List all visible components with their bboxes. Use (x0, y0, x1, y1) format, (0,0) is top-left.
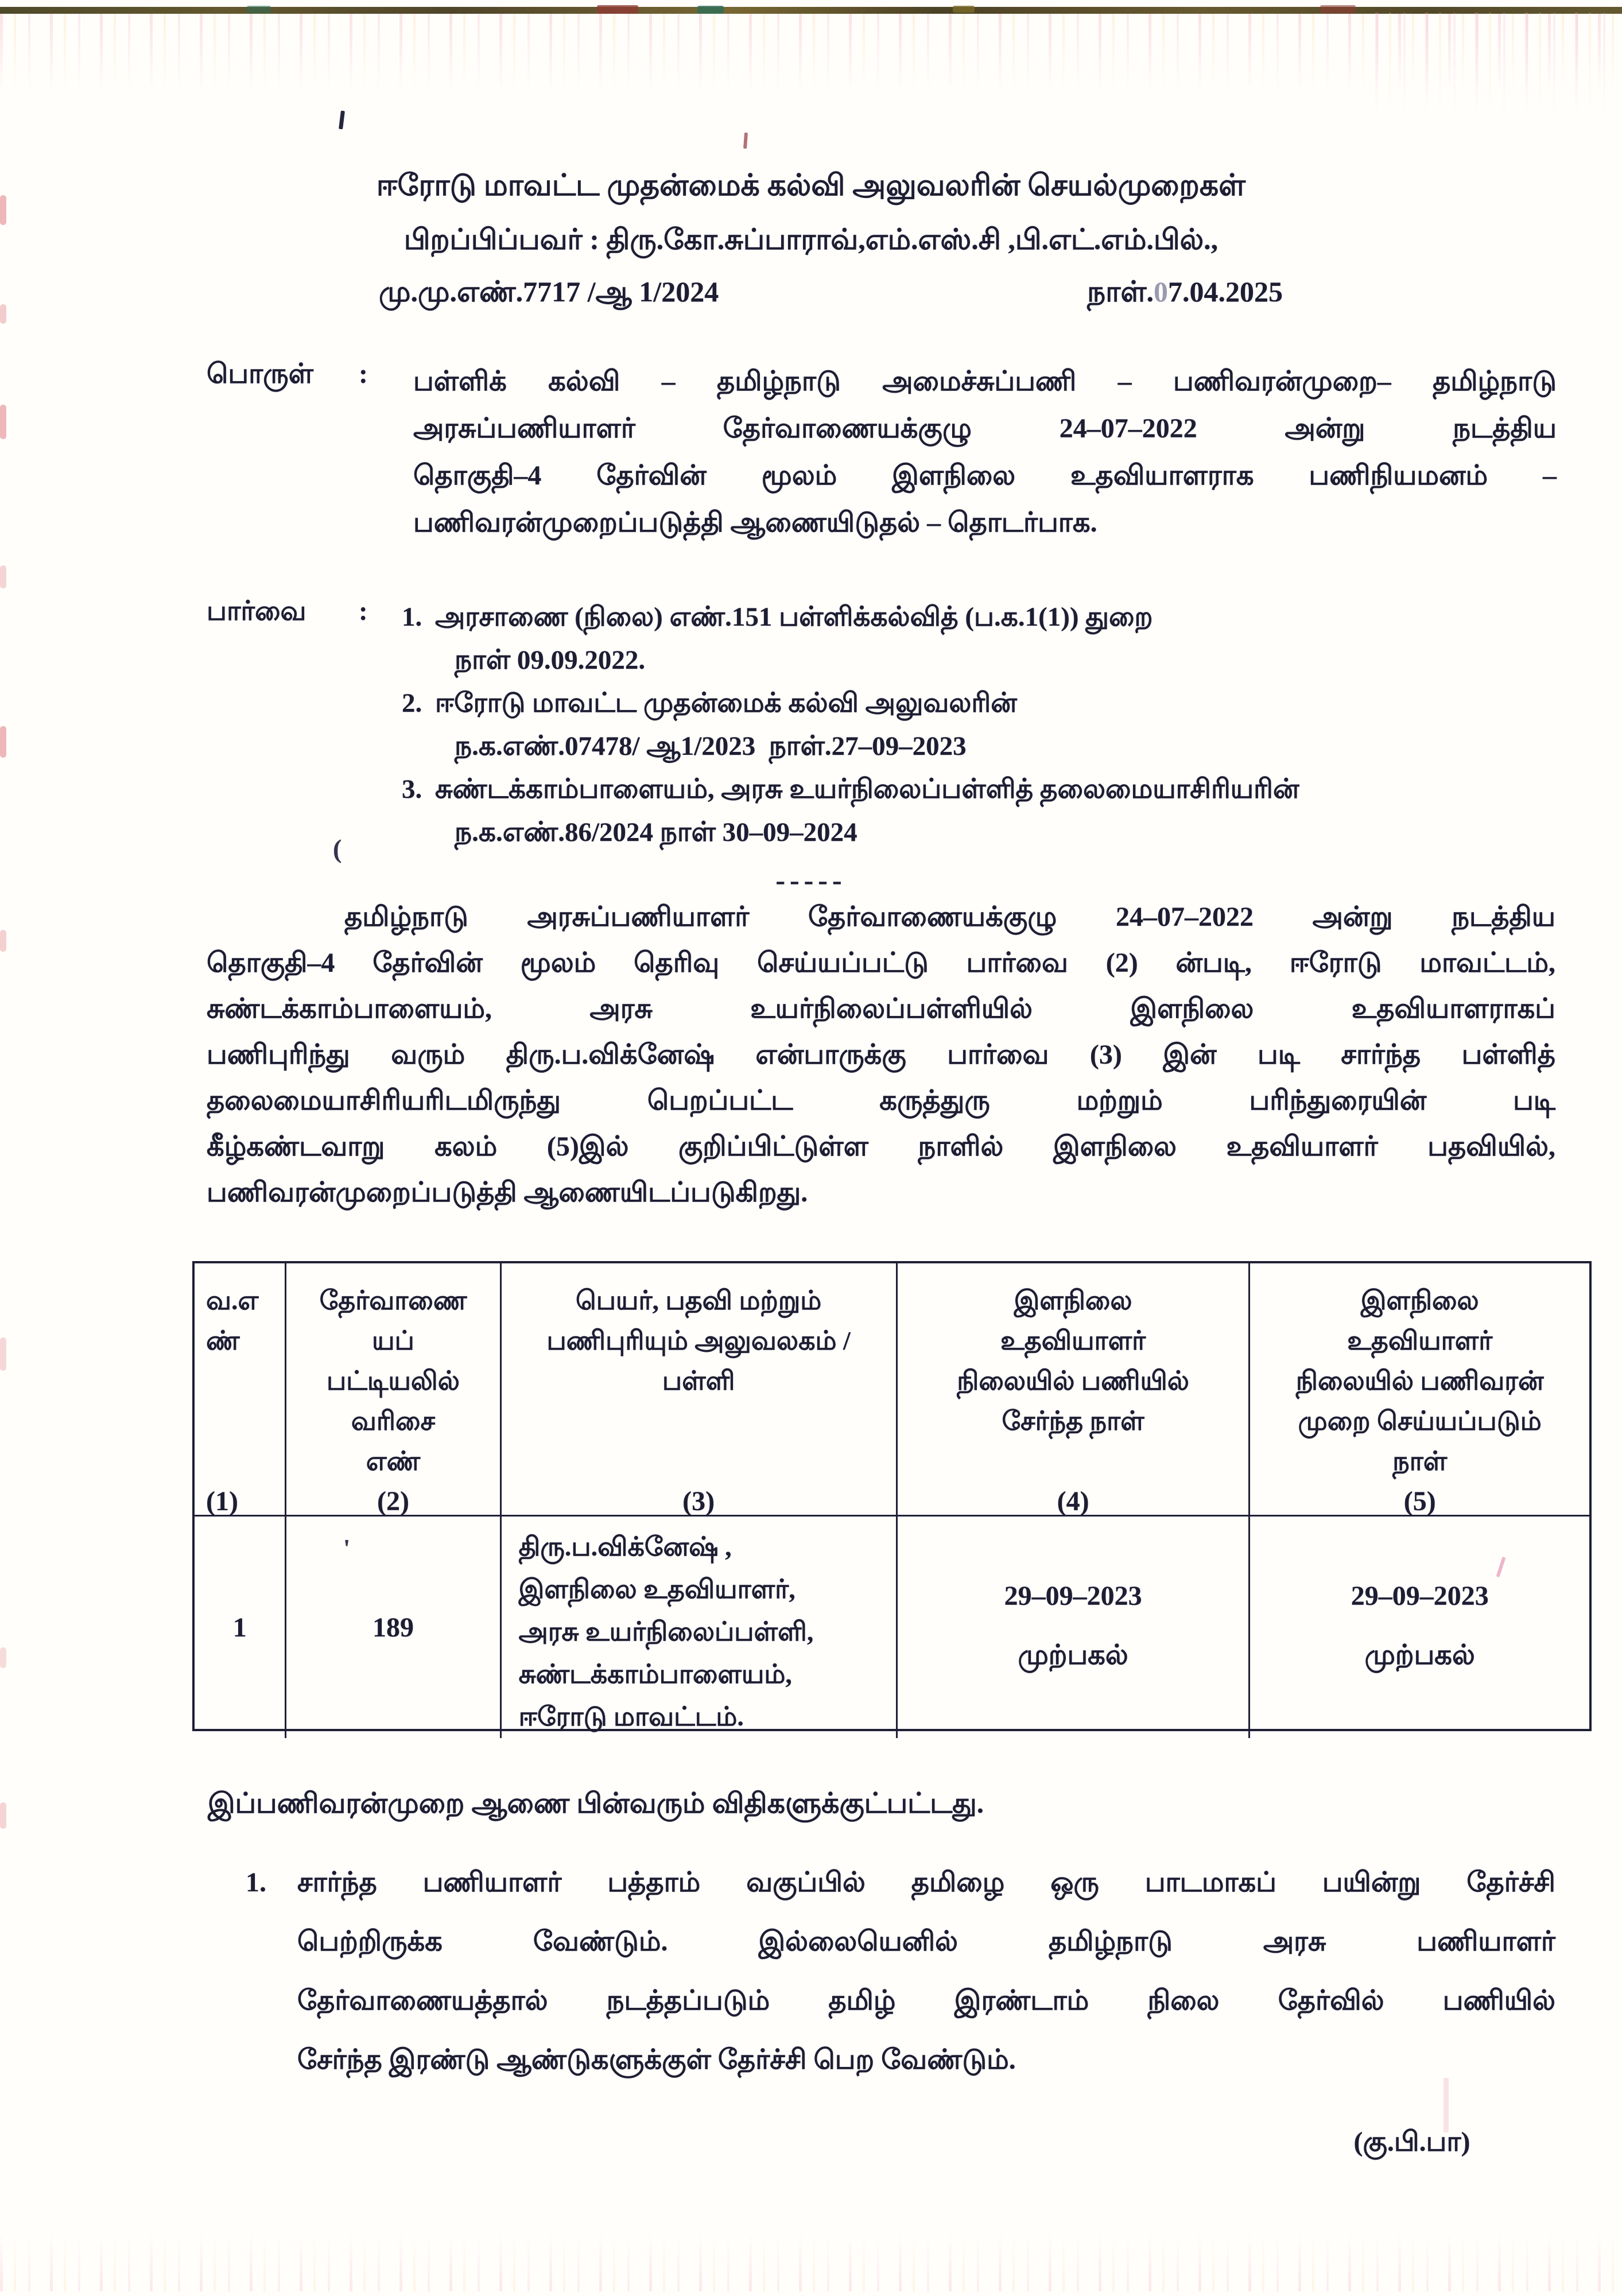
scan-edge-speck (0, 1337, 6, 1371)
scan-speck (247, 6, 271, 13)
stray-comma-mark: ' (343, 1534, 351, 1562)
memo-date-faint-digit: 0 (1154, 276, 1168, 308)
table-header-cell-name-office (502, 1263, 898, 1527)
header-text-line: பட்டியலில் (327, 1366, 460, 1395)
reference-line: 2. ஈரோடு மாவட்ட முதன்மைக் கல்வி அலுவலரின் (402, 682, 1557, 725)
header-text-line: வரிசை (351, 1406, 436, 1436)
header-text-line: ண் (206, 1326, 240, 1355)
row-name-line: இளநிலை உதவியாளர், (518, 1574, 796, 1604)
scan-speck (697, 6, 724, 14)
scan-edge-speck (0, 1647, 6, 1668)
scan-edge-speck (0, 1802, 6, 1829)
scan-edge-speck (0, 405, 6, 439)
reference-line: 1. அரசாணை (நிலை) எண்.151 பள்ளிக்கல்வித் (ப.க.1(1)) துறை (402, 596, 1557, 639)
row-name-cell (502, 1517, 898, 1738)
subject-line: பணிவரன்முறைப்படுத்தி ஆணையிடுதல் – தொடர்பாக. (413, 507, 1097, 538)
subject-colon: : (359, 359, 368, 389)
header-text-line: பணிபுரியும் அலுவலகம் / (546, 1326, 851, 1355)
row-serial: 1 (195, 1517, 286, 1738)
reference-item (402, 596, 1557, 682)
row-name-line: அரசு உயர்நிலைப்பள்ளி, (518, 1617, 814, 1646)
scan-speck (1320, 5, 1356, 13)
reference-colon: : (359, 596, 368, 626)
reference-item-number: 1. (402, 602, 422, 632)
scan-edge-speck (0, 726, 6, 758)
header-text-line: வ.எ (206, 1286, 259, 1315)
header-text-line: நிலையில் பணியில் (957, 1366, 1189, 1395)
condition-line: சார்ந்த பணியாளர் பத்தாம் வகுப்பில் தமிழை ஒரு பாடமாகப் பயின்று தேர்ச்சி (297, 1867, 1555, 1898)
header-text-line: பள்ளி (662, 1366, 735, 1395)
row-name-line: சுண்டக்காம்பாளையம், (518, 1659, 792, 1689)
subject-line: பள்ளிக் கல்வி – தமிழ்நாடு அமைச்சுப்பணி – பணிவரன்முறை– தமிழ்நாடு (413, 366, 1557, 397)
stray-paren-mark: ( (333, 834, 342, 863)
memo-date: நாள்.07.04.2025 (1087, 276, 1283, 308)
page-title: ஈரோடு மாவட்ட முதன்மைக் கல்வி அலுவலரின் செயல்முறைகள் (376, 169, 1246, 202)
condition-item (246, 1853, 1555, 2089)
body-line: பணிபுரிந்து வரும் திரு.ப.விக்னேஷ் என்பாருக்கு பார்வை (3) இன் படி சார்ந்த பள்ளித் (207, 1040, 1555, 1070)
reference-item (402, 768, 1557, 854)
separator-dashes: ----- (775, 864, 847, 896)
body-line: தமிழ்நாடு அரசுப்பணியாளர் தேர்வாணையக்குழு 24–07–2022 அன்று நடத்திய (344, 902, 1555, 932)
row-name-line: ஈரோடு மாவட்டம். (518, 1702, 744, 1731)
header-text-line: தேர்வாணை (319, 1286, 467, 1315)
reference-item-number: 2. (402, 688, 422, 718)
scan-ink-tick (339, 111, 345, 130)
table-header-cell-joining-date (898, 1263, 1251, 1527)
column-number: (4) (1057, 1486, 1089, 1517)
table-row (195, 1515, 1589, 1729)
header-text-line: இளநிலை (1014, 1286, 1132, 1315)
body-line: தலைமையாசிரியரிடமிருந்து பெறப்பட்ட கருத்துரு மற்றும் பரிந்துரையின் படி (207, 1085, 1555, 1116)
column-number: (3) (682, 1486, 715, 1517)
header-text-line: யப் (372, 1326, 414, 1355)
reference-label: பார்வை (207, 596, 306, 626)
row-list-number: 189 (286, 1517, 501, 1738)
reference-line: ந.க.எண்.86/2024 நாள் 30–09–2024 (455, 817, 857, 847)
body-line: பணிவரன்முறைப்படுத்தி ஆணையிடப்படுகிறது. (207, 1177, 808, 1208)
issuer-line: பிறப்பிப்பவர் : திரு.கோ.சுப்பாராவ்,எம்.எஸ்.சி ,பி.எட்.எம்.பில்., (403, 223, 1219, 255)
scan-edge-speck (0, 930, 6, 952)
condition-line: பெற்றிருக்க வேண்டும். இல்லையெனில் தமிழ்நாடு அரசு பணியாளர் (297, 1926, 1555, 1957)
condition-number: 1. (246, 1867, 266, 1898)
row-regularised-session: முற்பகல் (1364, 1640, 1475, 1670)
header-text-line: நாள் (1392, 1446, 1448, 1476)
header-text-line: உதவியாளர் (1347, 1326, 1493, 1355)
subject-section (207, 358, 1557, 546)
scan-edge-speck (0, 304, 6, 324)
header-text-line: நிலையில் பணிவரன் (1295, 1366, 1544, 1395)
row-joined-session: முற்பகல் (1018, 1640, 1128, 1670)
reference-section (207, 596, 1557, 854)
column-number: (1) (206, 1486, 238, 1517)
row-joined-date: 29–09–2023 (1004, 1581, 1142, 1611)
body-line: கீழ்கண்டவாறு கலம் (5)இல் குறிப்பிட்டுள்ள நாளில் இளநிலை உதவியாளர் பதவியில், (207, 1131, 1555, 1162)
condition-line: தேர்வாணையத்தால் நடத்தப்படும் தமிழ் இரண்டாம் நிலை தேர்வில் பணியில் (297, 1985, 1555, 2016)
signature-initials: (கு.பி.பா) (1353, 2127, 1470, 2157)
column-number: (5) (1403, 1486, 1436, 1517)
header-text-line: சேர்ந்த நாள் (1002, 1406, 1144, 1436)
header-text-line: இளநிலை (1360, 1286, 1479, 1315)
regularisation-table (192, 1261, 1592, 1731)
subject-label: பொருள் (207, 359, 313, 389)
reference-item (402, 682, 1557, 768)
header-text-line: எண் (366, 1446, 421, 1476)
row-joined-cell (898, 1517, 1251, 1738)
table-header-cell-serial (195, 1263, 286, 1527)
scan-speck (953, 6, 975, 13)
memo-number: மு.மு.எண்.7717 /ஆ 1/2024 (379, 276, 719, 308)
memo-line (379, 275, 1283, 308)
table-header-cell-list-number (286, 1263, 501, 1527)
header-text-line: உதவியாளர் (1000, 1326, 1146, 1355)
scan-speck (597, 5, 638, 14)
subject-line: அரசுப்பணியாளர் தேர்வாணையக்குழு 24–07–2022 அன்று நடத்திய (413, 413, 1557, 444)
row-regularised-cell (1250, 1517, 1589, 1738)
row-regularised-date: 29–09–2023 (1351, 1581, 1489, 1611)
scan-noise-bottom (0, 2234, 1622, 2291)
scan-red-tick (743, 133, 748, 149)
table-header-cell-regularisation-date (1250, 1263, 1589, 1527)
scan-noise-top-right (1375, 13, 1622, 116)
header-text-line: முறை செய்யப்படும் (1298, 1406, 1542, 1436)
reference-item-number: 3. (402, 774, 422, 804)
body-paragraph (207, 894, 1555, 1216)
scan-edge-speck (0, 565, 6, 588)
header-text-line: பெயர், பதவி மற்றும் (575, 1286, 822, 1315)
reference-line: நாள் 09.09.2022. (455, 645, 646, 675)
body-line: தொகுதி–4 தேர்வின் மூலம் தெரிவு செய்யப்பட்டு பார்வை (2) ன்படி, ஈரோடு மாவட்டம், (207, 948, 1555, 978)
conditions-intro-line: இப்பணிவரன்முறை ஆணை பின்வரும் விதிகளுக்குட்பட்டது. (208, 1787, 984, 1819)
row-name-line: திரு.ப.விக்னேஷ் , (518, 1532, 732, 1561)
condition-line: சேர்ந்த இரண்டு ஆண்டுகளுக்குள் தேர்ச்சி பெற வேண்டும். (297, 2045, 1016, 2075)
table-header-row (195, 1263, 1589, 1515)
subject-line: தொகுதி–4 தேர்வின் மூலம் இளநிலை உதவியாளராக பணிநியமனம் – (413, 460, 1557, 491)
body-line: சுண்டக்காம்பாளையம், அரசு உயர்நிலைப்பள்ளியில் இளநிலை உதவியாளராகப் (207, 994, 1555, 1024)
column-number: (2) (377, 1486, 409, 1517)
reference-line: ந.க.எண்.07478/ ஆ1/2023 நாள்.27–09–2023 (455, 731, 967, 761)
reference-line: 3. சுண்டக்காம்பாளையம், அரசு உயர்நிலைப்பள்ளித் தலைமையாசிரியரின் (402, 768, 1557, 811)
